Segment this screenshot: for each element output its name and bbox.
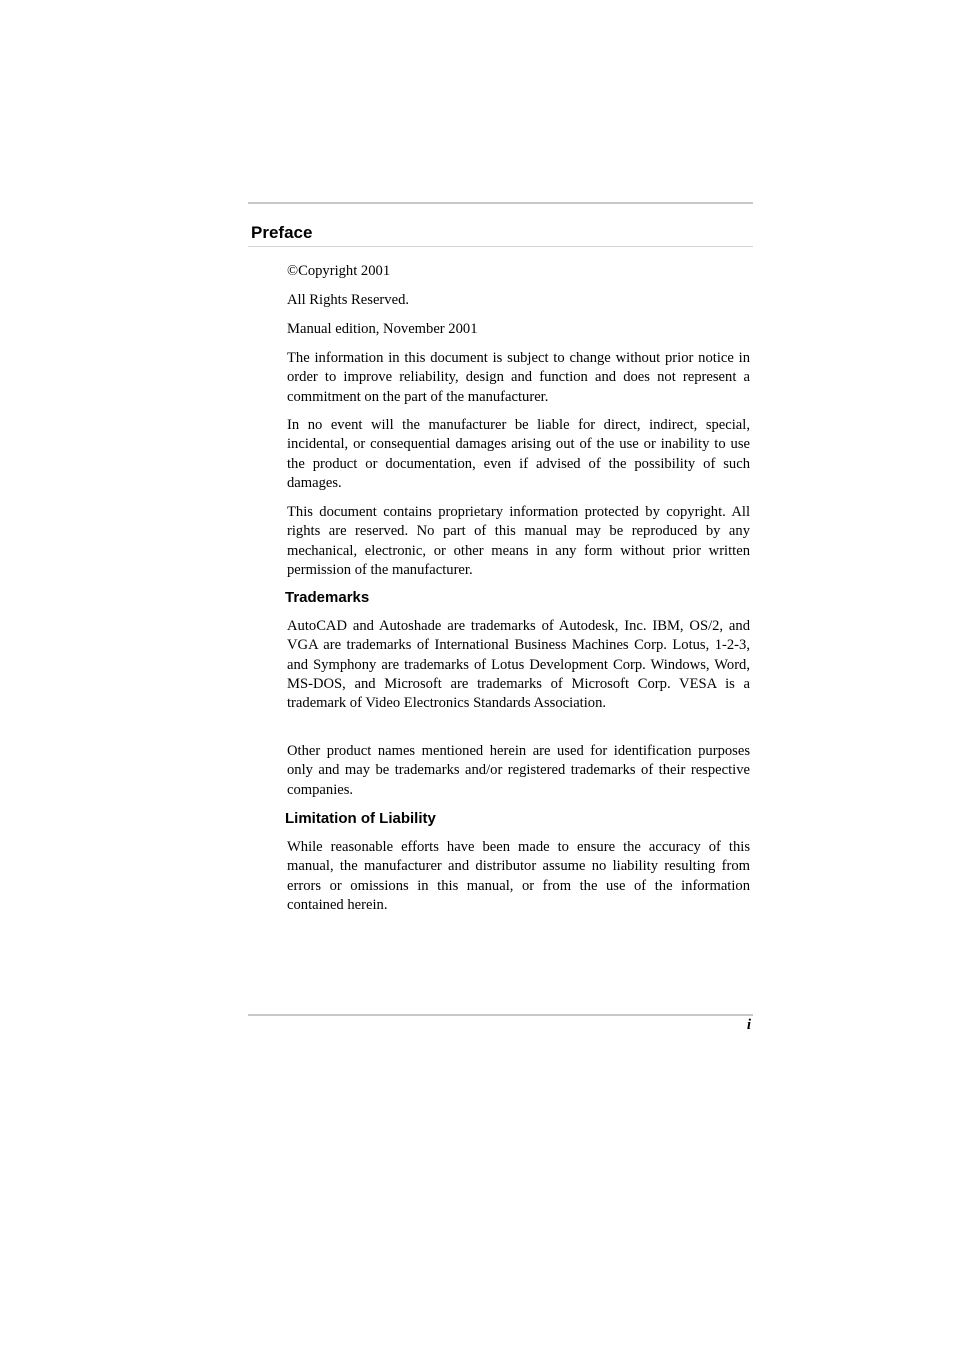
page-number: i xyxy=(746,1017,751,1033)
edition-line: Manual edition, November 2001 xyxy=(287,321,478,337)
bottom-rule xyxy=(248,1014,753,1016)
limitation-paragraph: While reasonable efforts have been made to ensure the accuracy of this manual, the manufacturer and distributor assume no liability resulting from errors or omissions in this manual, or from the use of the information contained herein. xyxy=(287,839,750,913)
title-underline-rule xyxy=(248,246,753,247)
copyright-line: ©Copyright 2001 xyxy=(287,263,391,279)
trademarks-paragraph: AutoCAD and Autoshade are trademarks of Autodesk, Inc. IBM, OS/2, and VGA are trademarks of International Business Machines Corp. Lotus, 1-2-3, and Symphony are trademarks of Lotus Development Corp. Windows, Word, MS-DOS, and Microsoft are trademarks of Microsoft Corp. VESA is a trademark of Video Electronics Standards Association. xyxy=(287,618,750,712)
liability-notice-paragraph: In no event will the manufacturer be liable for direct, indirect, special, incidental, or consequential damages arising out of the use or inability to use the product or documentation, even if advised of the possibility of such damages. xyxy=(287,417,750,491)
rights-line: All Rights Reserved. xyxy=(287,292,410,308)
limitation-heading: Limitation of Liability xyxy=(285,810,436,827)
info-change-paragraph: The information in this document is subject to change without prior notice in order to improve reliability, design and function and does not represent a commitment on the part of the manufacturer. xyxy=(287,350,750,405)
other-names-paragraph: Other product names mentioned herein are used for identification purposes only and may be trademarks and/or registered trademarks of their respective companies. xyxy=(287,743,750,798)
proprietary-paragraph: This document contains proprietary information protected by copyright. All rights are reserved. No part of this manual may be reproduced by any mechanical, electronic, or other means in any form without prior written permission of the manufacturer. xyxy=(287,504,750,578)
section-title: Preface xyxy=(251,223,313,242)
trademarks-heading: Trademarks xyxy=(285,589,370,606)
top-rule xyxy=(248,202,753,204)
